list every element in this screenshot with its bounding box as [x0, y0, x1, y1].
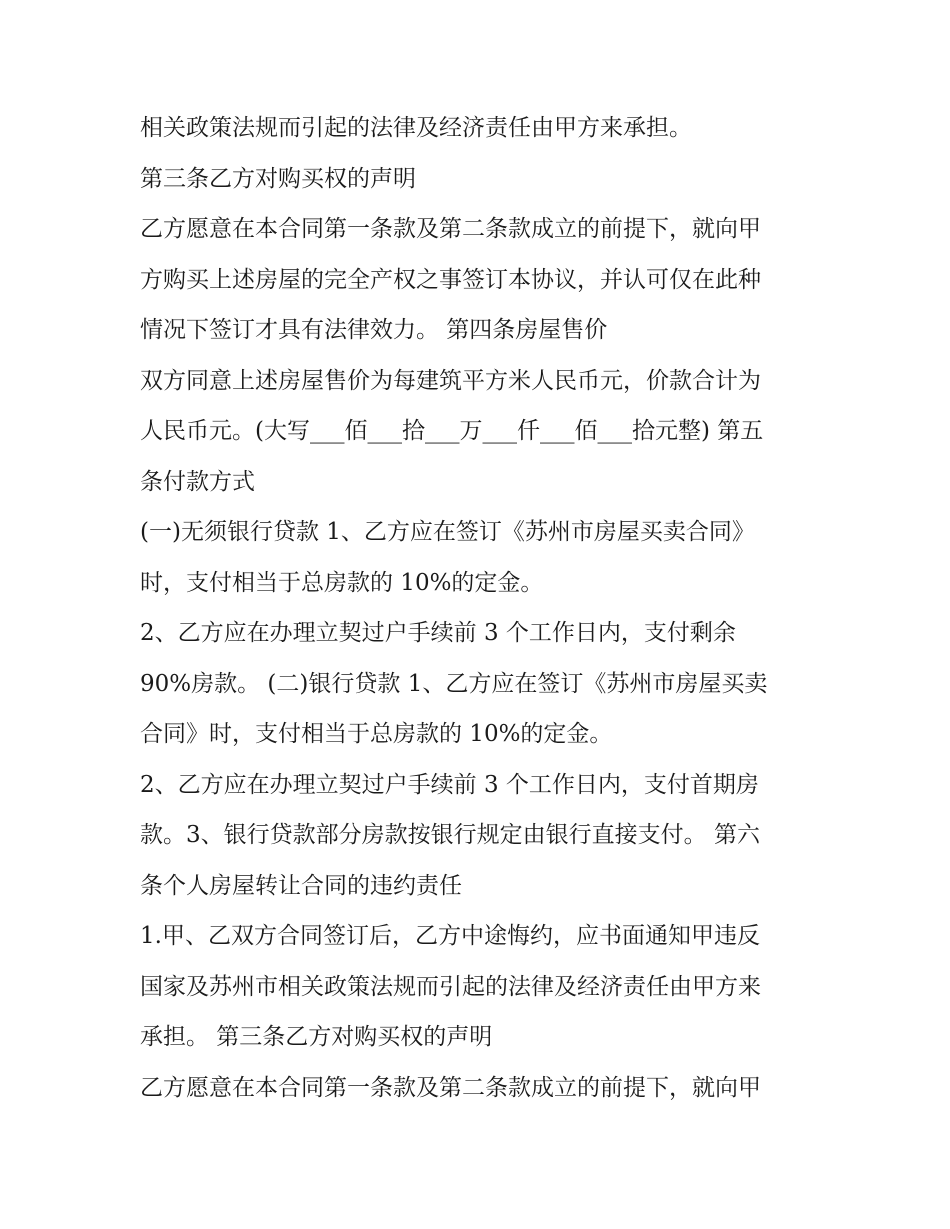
text-line: 相关政策法规而引起的法律及经济责任由甲方来承担。 [140, 115, 692, 141]
text-line: 乙方愿意在本合同第一条款及第二条款成立的前提下，就向甲 [140, 1074, 761, 1101]
text-line: 合同》时，支付相当于总房款的 10%的定金。 [140, 721, 613, 747]
text-line: 2、乙方应在办理立契过户手续前 3 个工作日内，支付剩余 [140, 620, 736, 646]
text-line: 国家及苏州市相关政策法规而引起的法律及经济责任由甲方来 [140, 973, 761, 1000]
text-line: 方购买上述房屋的完全产权之事签订本协议，并认可仅在此种 [140, 266, 761, 293]
text-line: 乙方愿意在本合同第一条款及第二条款成立的前提下，就向甲 [140, 216, 761, 242]
text-line: 第三条乙方对购买权的声明 [140, 165, 416, 192]
text-line: 双方同意上述房屋售价为每建筑平方米人民币元，价款合计为 [140, 367, 761, 394]
text-line: 时，支付相当于总房款的 10%的定金。 [140, 569, 544, 596]
text-line: 2、乙方应在办理立契过户手续前 3 个工作日内，支付首期房 [140, 771, 759, 798]
text-line: 条个人房屋转让合同的违约责任 [140, 872, 462, 899]
text-line: 90%房款。 (二)银行贷款 1、乙方应在签订《苏州市房屋买卖 [140, 670, 768, 697]
text-line: 条付款方式 [140, 468, 255, 495]
text-line: 承担。 第三条乙方对购买权的声明 [140, 1024, 493, 1050]
document-body [140, 103, 830, 1113]
text-line: 1.甲、乙双方合同签订后，乙方中途悔约，应书面通知甲违反 [140, 923, 760, 949]
text-line: (一)无须银行贷款 1、乙方应在签订《苏州市房屋买卖合同》 [140, 519, 755, 545]
text-line: 人民币元。(大写___佰___拾___万___仟___佰___拾元整) 第五 [140, 418, 764, 444]
text-line: 情况下签订才具有法律效力。 第四条房屋售价 [140, 317, 608, 343]
text-line: 款。3、银行贷款部分房款按银行规定由银行直接支付。 第六 [140, 822, 760, 848]
